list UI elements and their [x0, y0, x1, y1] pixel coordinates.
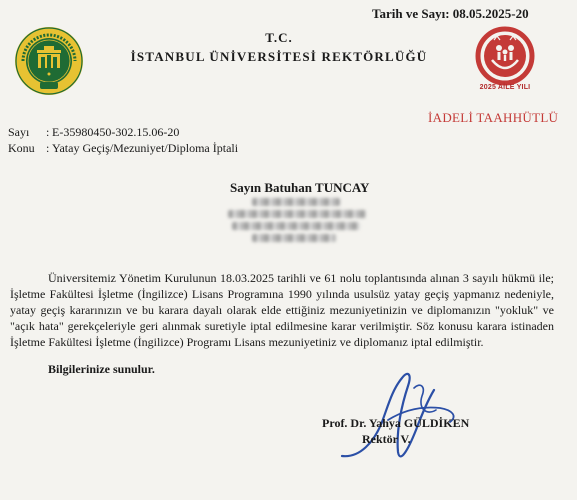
redacted-line	[232, 222, 360, 230]
reference-row: Sayı : E-35980450-302.15.06-20	[8, 125, 180, 139]
redacted-line	[228, 210, 366, 218]
redacted-line	[252, 234, 336, 242]
subject-row: Konu : Yatay Geçiş/Mezuniyet/Diploma İptali	[8, 141, 239, 155]
handwritten-signature	[330, 360, 470, 470]
konu-label: Konu	[8, 141, 35, 155]
registered-mail-stamp: İADELİ TAAHHÜTLÜ	[428, 110, 559, 125]
date-line: Tarih ve Sayı: 08.05.2025-20	[372, 6, 529, 21]
header-tc: T.C.	[265, 30, 293, 45]
letter-body: Üniversitemiz Yönetim Kurulunun 18.03.2025 tarihli ve 61 nolu toplantısında alınan 3 sayılı hükmü ile; İşletme Fakültesi İşletme (İngilizce) Lisans Programına 1990 yılında usulsüz yatay geçiş yapmanız nedeniyle, yatay geçiş kararınızın ve bu karara dayalı olarak elde ettiğiniz mezuniyetinizin ve diplomanızın "yokluk" ve "açık hata" gerekçeleriyle geri alınmak suretiyle iptal edilmesine karar verilmiştir. Söz konusu karara istinaden İşletme Fakültesi İşletme (İngilizce) Programı Lisans mezuniyetiniz ve diplomanız iptal edilmiştir.	[10, 271, 554, 349]
family-year-label: 2025 AİLE YILI	[479, 84, 531, 91]
university-seal-icon	[14, 26, 84, 96]
redacted-address	[228, 198, 368, 246]
redacted-line	[252, 198, 340, 206]
letterhead	[120, 30, 438, 65]
signatory-name: Prof. Dr. Yahya GÜLDİKEN	[322, 416, 470, 430]
reference-block	[8, 124, 238, 156]
signatory-title: Rektör V.	[362, 432, 411, 446]
addressee: Sayın Batuhan TUNCAY	[230, 180, 370, 195]
sayi-label: Sayı	[8, 125, 30, 139]
closing-line: Bilgilerinize sunulur.	[48, 362, 155, 376]
konu-value: Yatay Geçiş/Mezuniyet/Diploma İptali	[52, 141, 239, 155]
sayi-value: E-35980450-302.15.06-20	[52, 125, 180, 139]
header-institution: İSTANBUL ÜNİVERSİTESİ REKTÖRLÜĞÜ	[130, 49, 428, 64]
